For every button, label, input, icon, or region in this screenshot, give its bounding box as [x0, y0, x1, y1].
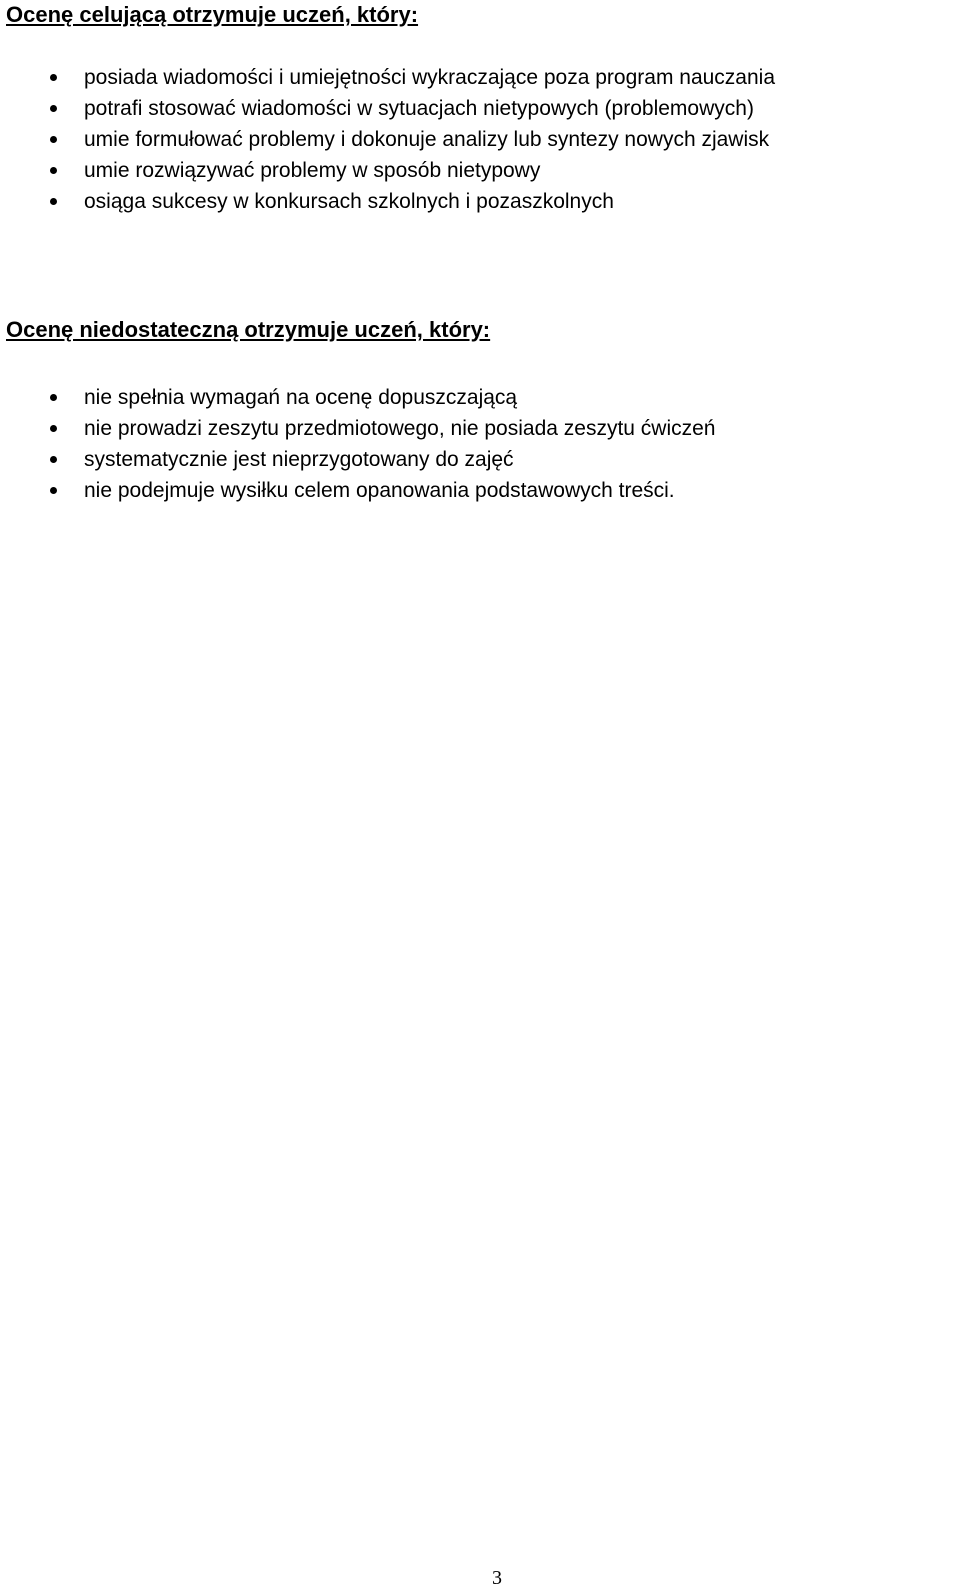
- bullet-icon: [50, 167, 57, 174]
- bullet-icon: [50, 425, 57, 432]
- section-heading-celujaca: Ocenę celującą otrzymuje uczeń, który:: [6, 2, 419, 27]
- bullet-icon: [50, 136, 57, 143]
- list-item-text: umie formułować problemy i dokonuje analizy lub syntezy nowych zjawisk: [84, 128, 770, 151]
- list-item: [6, 124, 946, 155]
- bullet-list-celujaca: [6, 62, 946, 217]
- list-item: [6, 444, 946, 475]
- bullet-icon: [50, 487, 57, 494]
- bullet-icon: [50, 74, 57, 81]
- list-item-text: nie podejmuje wysiłku celem opanowania podstawowych treści.: [84, 479, 675, 502]
- list-item-text: potrafi stosować wiadomości w sytuacjach nietypowych (problemowych): [84, 97, 754, 120]
- bullet-icon: [50, 394, 57, 401]
- list-item-text: osiąga sukcesy w konkursach szkolnych i pozaszkolnych: [84, 190, 614, 213]
- list-item-text: posiada wiadomości i umiejętności wykraczające poza program nauczania: [84, 66, 776, 89]
- section-celujaca: [6, 0, 946, 217]
- page-number: 3: [492, 1567, 502, 1589]
- section-heading-niedostateczna: Ocenę niedostateczną otrzymuje uczeń, który:: [6, 317, 491, 342]
- list-item: [6, 382, 946, 413]
- list-item-text: nie prowadzi zeszytu przedmiotowego, nie posiada zeszytu ćwiczeń: [84, 417, 716, 440]
- bullet-icon: [50, 198, 57, 205]
- list-item: [6, 413, 946, 444]
- list-item: [6, 155, 946, 186]
- list-item: [6, 93, 946, 124]
- list-item-text: nie spełnia wymagań na ocenę dopuszczającą: [84, 386, 518, 409]
- bullet-icon: [50, 456, 57, 463]
- bullet-list-niedostateczna: [6, 382, 946, 506]
- list-item: [6, 186, 946, 217]
- list-item: [6, 475, 946, 506]
- list-item-text: umie rozwiązywać problemy w sposób nietypowy: [84, 159, 541, 182]
- list-item: [6, 62, 946, 93]
- list-item-text: systematycznie jest nieprzygotowany do zajęć: [84, 448, 514, 471]
- section-niedostateczna: [6, 315, 946, 506]
- bullet-icon: [50, 105, 57, 112]
